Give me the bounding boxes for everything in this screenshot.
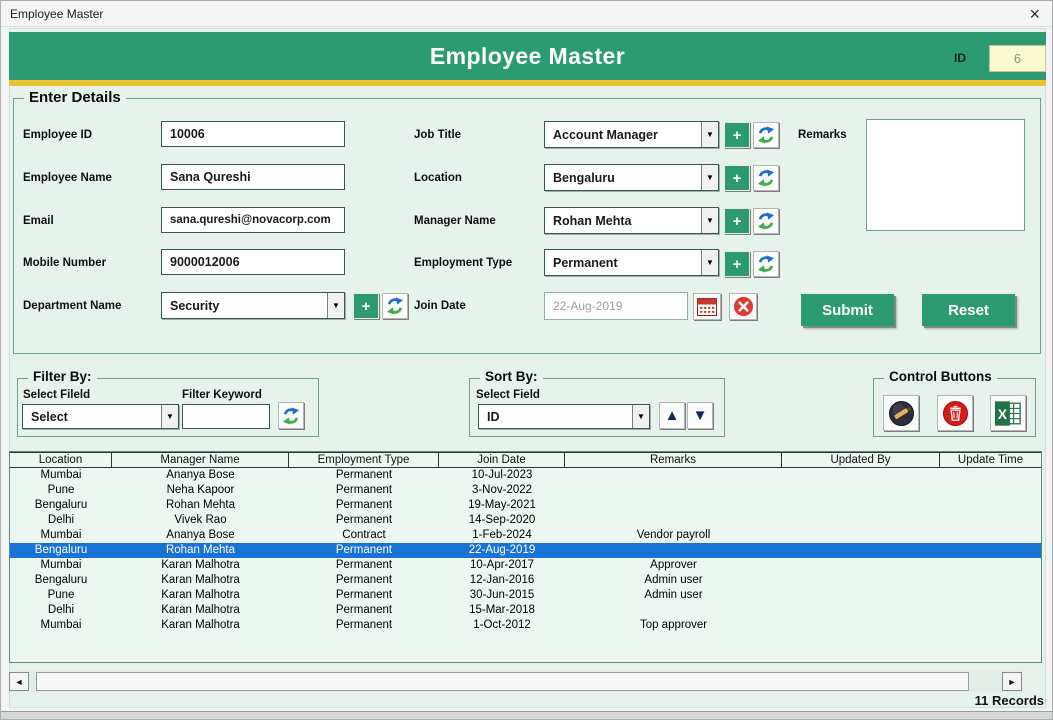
table-cell: Bengaluru [34, 499, 88, 511]
mobile-number-label: Mobile Number [23, 257, 107, 269]
table-cell: Karan Malhotra [161, 589, 240, 601]
table-row[interactable] [10, 588, 1041, 603]
table-row[interactable] [10, 573, 1041, 588]
table-cell: 10-Jul-2023 [471, 469, 533, 481]
filter-field-combobox[interactable]: Select ▼ [22, 404, 179, 429]
add-employment-type-button[interactable]: + [724, 251, 750, 277]
table-cell: Pune [47, 484, 75, 496]
refresh-employment-type-button[interactable] [753, 251, 779, 277]
table-cell: Top approver [639, 619, 708, 631]
export-excel-button[interactable] [990, 395, 1026, 431]
window-bottom-edge [1, 711, 1053, 720]
table-cell: Ananya Bose [166, 529, 235, 541]
table-cell: 15-Mar-2018 [469, 604, 535, 616]
table-cell [782, 543, 940, 558]
table-cell: Mumbai [40, 469, 82, 481]
column-header-update-time[interactable]: Update Time [957, 454, 1024, 466]
table-cell: Delhi [47, 514, 75, 526]
table-row[interactable] [10, 513, 1041, 528]
table-cell [782, 528, 940, 543]
dropdown-arrow-icon[interactable]: ▼ [701, 165, 718, 190]
column-header-remarks[interactable]: Remarks [565, 453, 782, 467]
table-cell: 22-Aug-2019 [468, 544, 536, 556]
table-cell [565, 603, 782, 618]
dropdown-arrow-icon[interactable]: ▼ [701, 208, 718, 233]
employee-id-input[interactable] [161, 121, 345, 147]
table-row[interactable] [10, 483, 1041, 498]
table-cell: Permanent [335, 469, 393, 481]
banner [9, 32, 1046, 86]
sort-descending-button[interactable] [687, 402, 713, 429]
add-manager-button[interactable]: + [724, 208, 750, 234]
table-cell: Mumbai [40, 559, 82, 571]
table-cell: Mumbai [40, 619, 82, 631]
table-cell [782, 498, 940, 513]
records-table [9, 451, 1042, 663]
join-date-input[interactable] [544, 292, 688, 320]
sync-arrows-icon [282, 407, 300, 425]
page-title: Employee Master [429, 43, 626, 69]
edit-record-button[interactable] [883, 395, 919, 431]
up-triangle-icon: ▲ [664, 407, 680, 424]
table-cell: Karan Malhotra [161, 559, 240, 571]
table-cell: 1-Oct-2012 [473, 619, 531, 631]
refresh-department-button[interactable] [382, 293, 408, 319]
table-body [10, 468, 1041, 633]
table-cell: Karan Malhotra [161, 574, 240, 586]
column-header-employment-type[interactable]: Employment Type [289, 453, 439, 467]
calendar-icon [697, 298, 717, 316]
table-header-row [10, 452, 1041, 468]
location-combobox[interactable]: Bengaluru ▼ [544, 164, 719, 191]
email-label: Email [23, 215, 54, 227]
job-title-combobox[interactable]: Account Manager ▼ [544, 121, 719, 148]
table-cell: 19-May-2021 [468, 499, 536, 511]
refresh-location-button[interactable] [753, 165, 779, 191]
down-triangle-icon: ▼ [692, 407, 708, 424]
email-input[interactable] [161, 207, 345, 233]
column-header-join-date[interactable]: Join Date [439, 453, 565, 467]
table-cell: Permanent [335, 514, 393, 526]
table-cell: Pune [47, 589, 75, 601]
table-cell: 14-Sep-2020 [468, 514, 536, 526]
add-location-button[interactable]: + [724, 165, 750, 191]
dropdown-arrow-icon[interactable]: ▼ [632, 405, 649, 428]
table-cell [565, 513, 782, 528]
table-cell [565, 498, 782, 513]
titlebar [1, 1, 1053, 27]
remarks-label: Remarks [798, 129, 847, 141]
edit-pencil-icon [888, 400, 915, 427]
job-title-label: Job Title [414, 129, 462, 141]
table-cell [782, 603, 940, 618]
table-cell: Admin user [644, 589, 703, 601]
table-cell: Permanent [335, 499, 393, 511]
table-cell: Permanent [335, 619, 393, 631]
table-cell: Permanent [335, 544, 393, 556]
table-cell [940, 618, 1041, 633]
table-cell [782, 588, 940, 603]
table-cell: Karan Malhotra [161, 604, 240, 616]
scroll-left-arrow-icon[interactable]: ◄ [9, 672, 29, 691]
window-title: Employee Master [10, 6, 104, 21]
table-cell: Rohan Mehta [165, 544, 236, 556]
table-cell: Mumbai [40, 529, 82, 541]
refresh-manager-button[interactable] [753, 208, 779, 234]
delete-trash-icon [942, 400, 969, 427]
dropdown-arrow-icon[interactable]: ▼ [701, 250, 718, 275]
table-cell [940, 558, 1041, 573]
manager-name-combobox[interactable]: Rohan Mehta ▼ [544, 207, 719, 234]
table-row[interactable] [10, 558, 1041, 573]
join-date-label: Join Date [414, 300, 466, 312]
table-cell: Vendor payroll [636, 529, 711, 541]
employment-type-combobox[interactable]: Permanent ▼ [544, 249, 719, 276]
scrollbar-thumb[interactable] [36, 672, 969, 691]
table-cell: 10-Apr-2017 [470, 559, 534, 571]
sort-field-label: Select Field [476, 389, 540, 401]
remarks-textarea[interactable] [866, 119, 1025, 231]
table-cell [940, 588, 1041, 603]
table-cell: 1-Feb-2024 [472, 529, 532, 541]
table-cell: Rohan Mehta [165, 499, 236, 511]
table-row[interactable] [10, 543, 1041, 558]
table-row[interactable] [10, 498, 1041, 513]
table-cell: 12-Jan-2016 [469, 574, 535, 586]
add-job-title-button[interactable]: + [724, 122, 750, 148]
calendar-picker-button[interactable] [693, 293, 721, 320]
employment-type-label: Employment Type [414, 257, 513, 269]
table-cell: Approver [650, 559, 697, 571]
table-cell [940, 528, 1041, 543]
table-cell: Bengaluru [34, 574, 88, 586]
manager-name-label: Manager Name [414, 215, 496, 227]
table-cell: Permanent [335, 589, 393, 601]
employee-name-input[interactable] [161, 164, 345, 190]
table-cell: Admin user [644, 574, 703, 586]
table-cell [940, 543, 1041, 558]
table-row[interactable] [10, 528, 1041, 543]
mobile-number-input[interactable] [161, 249, 345, 275]
sync-arrows-icon [757, 126, 775, 144]
table-cell [940, 603, 1041, 618]
table-cell [782, 573, 940, 588]
sort-by-legend: Sort By: [480, 369, 543, 384]
sort-field-combobox[interactable]: ID ▼ [478, 404, 650, 429]
refresh-job-title-button[interactable] [753, 122, 779, 148]
table-cell: Delhi [47, 604, 75, 616]
excel-icon [994, 400, 1022, 427]
column-header-location[interactable]: Location [10, 453, 112, 467]
employee-name-label: Employee Name [23, 172, 112, 184]
control-buttons-legend: Control Buttons [884, 369, 997, 384]
table-row[interactable] [10, 468, 1041, 483]
employee-id-label: Employee ID [23, 129, 93, 141]
table-cell: Permanent [335, 574, 393, 586]
dropdown-arrow-icon[interactable]: ▼ [327, 293, 344, 318]
table-cell: Permanent [335, 484, 393, 496]
red-cross-circle-icon [733, 296, 754, 317]
column-header-manager-name[interactable]: Manager Name [112, 453, 289, 467]
filter-keyword-input[interactable] [182, 404, 270, 429]
scroll-right-arrow-icon[interactable]: ► [1002, 672, 1022, 691]
enter-details-legend: Enter Details [24, 89, 126, 106]
table-cell [940, 483, 1041, 498]
department-name-label: Department Name [23, 300, 122, 312]
sync-arrows-icon [386, 297, 404, 315]
table-cell [940, 468, 1041, 483]
table-cell [782, 558, 940, 573]
sync-arrows-icon [757, 212, 775, 230]
location-label: Location [414, 172, 462, 184]
table-cell: Ananya Bose [166, 469, 235, 481]
delete-record-button[interactable] [937, 395, 973, 431]
sync-arrows-icon [757, 169, 775, 187]
close-icon[interactable]: × [1029, 3, 1040, 24]
add-department-button[interactable]: + [353, 293, 379, 319]
column-header-updated-by[interactable]: Updated By [782, 453, 940, 467]
table-cell [782, 483, 940, 498]
table-cell [565, 483, 782, 498]
table-cell: Permanent [335, 559, 393, 571]
table-cell: Vivek Rao [174, 514, 227, 526]
table-cell [782, 618, 940, 633]
clear-date-button[interactable] [729, 293, 757, 320]
table-row[interactable] [10, 618, 1041, 633]
svg-text:X: X [997, 405, 1008, 422]
filter-by-legend: Filter By: [28, 369, 97, 384]
table-cell [565, 543, 782, 558]
submit-button[interactable]: Submit [801, 294, 894, 326]
table-cell: Bengaluru [34, 544, 88, 556]
table-cell: 3-Nov-2022 [471, 484, 533, 496]
sort-ascending-button[interactable] [659, 402, 685, 429]
table-cell: Karan Malhotra [161, 619, 240, 631]
table-cell: Permanent [335, 604, 393, 616]
record-id-label: ID [954, 51, 966, 65]
apply-filter-button[interactable] [278, 402, 304, 429]
table-cell [565, 468, 782, 483]
record-id-field[interactable]: 6 [989, 45, 1046, 72]
dropdown-arrow-icon[interactable]: ▼ [161, 405, 178, 428]
table-cell: Neha Kapoor [166, 484, 235, 496]
horizontal-scrollbar[interactable] [9, 671, 1023, 692]
table-cell [940, 498, 1041, 513]
table-cell [782, 468, 940, 483]
reset-button[interactable]: Reset [922, 294, 1015, 326]
table-cell [782, 513, 940, 528]
table-cell: Contract [342, 529, 386, 541]
record-count-status: 11 Records [974, 693, 1044, 708]
dropdown-arrow-icon[interactable]: ▼ [701, 122, 718, 147]
filter-keyword-label: Filter Keyword [182, 389, 262, 401]
table-cell [940, 513, 1041, 528]
sync-arrows-icon [757, 255, 775, 273]
table-cell: 30-Jun-2015 [469, 589, 535, 601]
filter-field-label: Select Fileld [23, 389, 91, 401]
department-name-combobox[interactable]: Security ▼ [161, 292, 345, 319]
table-cell [940, 573, 1041, 588]
table-row[interactable] [10, 603, 1041, 618]
